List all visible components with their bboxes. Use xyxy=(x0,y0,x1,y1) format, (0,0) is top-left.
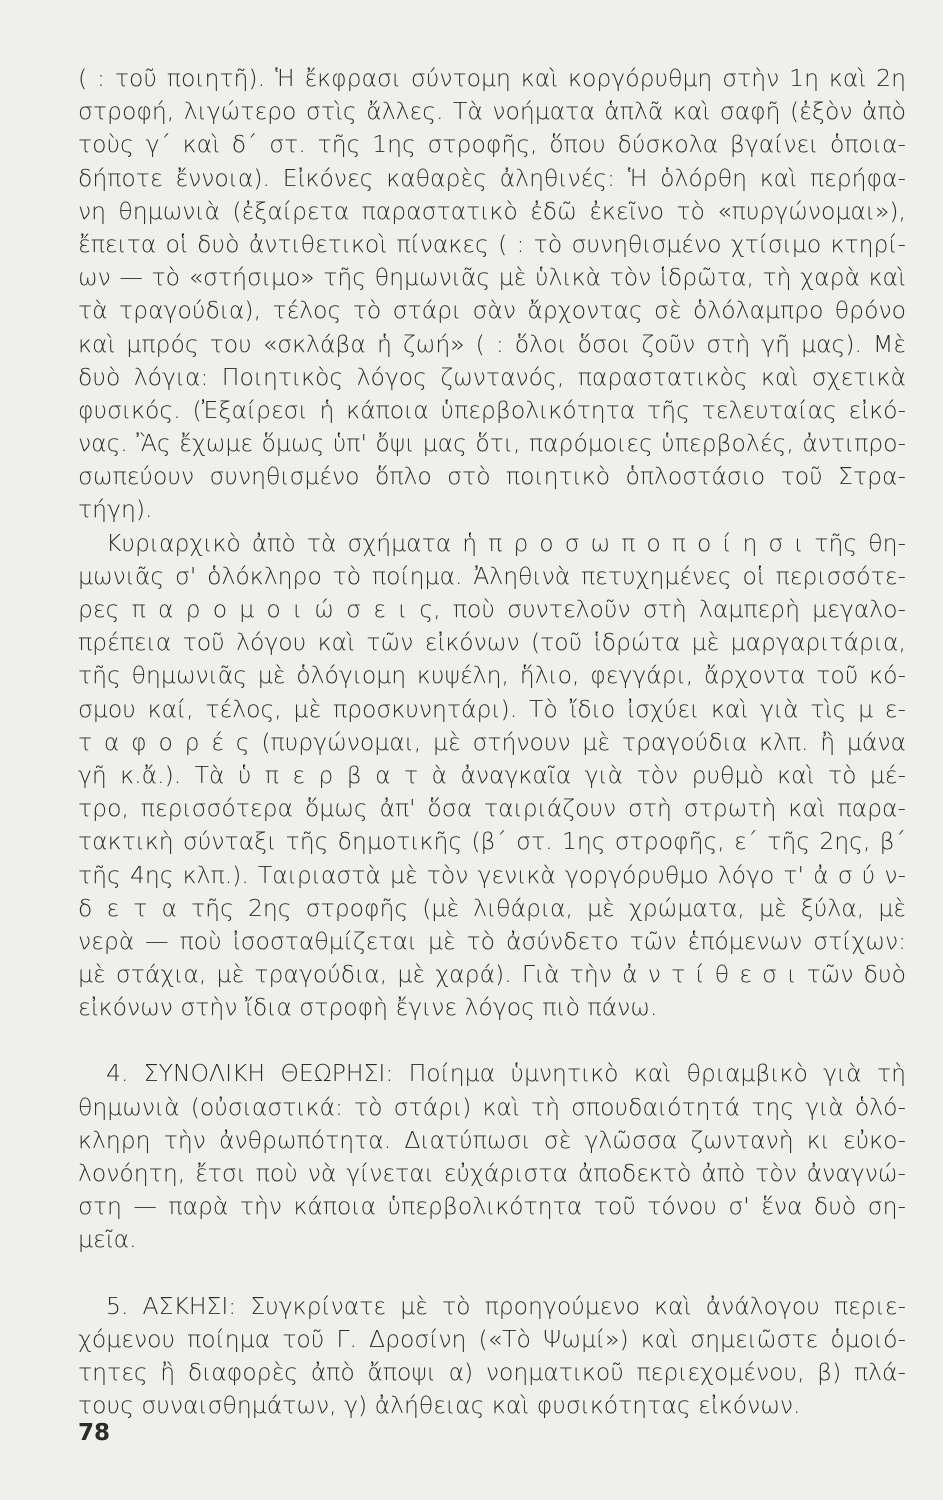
text-line: τ α φ ο ρ έ ς (πυργώνομαι, μὲ στήνουν μὲ τραγούδια κλπ. ἢ μάνα xyxy=(78,727,906,756)
text-line: 5. ΑΣΚΗΣΙ: Συγκρίνατε μὲ τὸ προηγούμενο καὶ ἀνάλογου περιε- xyxy=(106,1291,906,1320)
text-line: μωνιᾶς σ' ὁλόκληρο τὸ ποίημα. Ἀληθινὰ πετυχημένες οἱ περισσότε- xyxy=(78,561,906,590)
text-line: τῆς 4ης κλπ.). Ταιριαστὰ μὲ τὸν γενικὰ γοργόρυθμο λόγο τ' ἀ σ ύ ν- xyxy=(78,860,906,889)
text-line: 4. ΣΥΝΟΛΙΚΗ ΘΕΩΡΗΣΙ: Ποίημα ὑμνητικὸ καὶ θριαμβικὸ γιὰ τὴ xyxy=(106,1059,906,1088)
text-line: θημωνιὰ (οὐσιαστικά: τὸ στάρι) καὶ τὴ σπουδαιότητά της γιὰ ὁλό- xyxy=(78,1092,906,1121)
text-line: τοὺς γ´ καὶ δ´ στ. τῆς 1ης στροφῆς, ὅπου δύσκολα βγαίνει ὁποια- xyxy=(78,130,906,159)
text-line: Κυριαρχικὸ ἀπὸ τὰ σχήματα ἡ π ρ ο σ ω π ο π ο ί η σ ι τῆς θη- xyxy=(106,528,906,557)
paragraph-analysis-continued xyxy=(78,62,906,527)
text-line: χόμενου ποίημα τοῦ Γ. Δροσίνη («Τὸ Ψωμί») καὶ σημειῶστε ὁμοιό- xyxy=(78,1324,906,1353)
text-line: νη θημωνιὰ (ἐξαίρετα παραστατικὸ ἐδῶ ἐκεῖνο τὸ «πυργώνομαι»), xyxy=(78,196,906,225)
text-line: τῆς θημωνιᾶς μὲ ὁλόγιομη κυψέλη, ἥλιο, φεγγάρι, ἄρχοντα τοῦ κό- xyxy=(78,661,906,690)
text-line: κληρη τὴν ἀνθρωπότητα. Διατύπωσι σὲ γλῶσσα ζωντανὴ κι εὐκο- xyxy=(78,1125,906,1154)
text-line: νας. Ἂς ἔχωμε ὅμως ὑπ' ὄψι μας ὅτι, παρόμοιες ὑπερβολές, ἀντιπρο- xyxy=(78,429,906,458)
text-line: ἔπειτα οἱ δυὸ ἀντιθετικοὶ πίνακες ( : τὸ συνηθισμένο χτίσιμο κτηρί- xyxy=(78,229,906,258)
text-line: λονόητη, ἔτσι ποὺ νὰ γίνεται εὐχάριστα ἀποδεκτὸ ἀπὸ τὸν ἀναγνώ- xyxy=(78,1159,906,1187)
text-line: δήποτε ἔννοια). Εἰκόνες καθαρὲς ἀληθινές: Ἡ ὁλόρθη καὶ περήφα- xyxy=(78,163,906,192)
text-line: στροφή, λιγώτερο στὶς ἄλλες. Τὰ νοήματα ἁπλᾶ καὶ σαφῆ (ἐξὸν ἀπὸ xyxy=(78,97,906,126)
paragraph-spacer xyxy=(78,1257,906,1290)
section-exercise xyxy=(78,1290,906,1423)
text-line: σωπεύουν συνηθισμένο ὅπλο στὸ ποιητικὸ ὁπλοστάσιο τοῦ Στρα- xyxy=(78,462,906,491)
text-line: ( : τοῦ ποιητῆ). Ἡ ἔκφρασι σύντομη καὶ κοργόρυθμη στὴν 1η καὶ 2η xyxy=(78,64,906,92)
section-overall-view xyxy=(78,1057,906,1256)
text-line: δυὸ λόγια: Ποιητικὸς λόγος ζωντανός, παραστατικὸς καὶ σχετικὰ xyxy=(78,362,906,391)
text-line: στη — παρὰ τὴν κάποια ὑπερβολικότητα τοῦ τόνου σ' ἕνα δυὸ ση- xyxy=(78,1192,906,1221)
text-line: μεῖα. xyxy=(78,1225,137,1254)
text-line: ρες π α ρ ο μ ο ι ώ σ ε ι ς, ποὺ συντελοῦν στὴ λαμπερὴ μεγαλο- xyxy=(78,595,906,623)
text-line: ων — τὸ «στήσιμο» τῆς θημωνιᾶς μὲ ὑλικὰ τὸν ἱδρῶτα, τὴ χαρὰ καὶ xyxy=(78,263,906,292)
text-line: εἰκόνων στὴν ἴδια στροφὴ ἔγινε λόγος πιὸ πάνω. xyxy=(78,993,658,1022)
text-line: τητες ἢ διαφορὲς ἀπὸ ἄποψι α) νοηματικοῦ περιεχομένου, β) πλά- xyxy=(78,1357,906,1386)
text-line: μὲ στάχια, μὲ τραγούδια, μὲ χαρά). Γιὰ τὴν ἀ ν τ ί θ ε σ ι τῶν δυὸ xyxy=(78,960,906,989)
text-line: καὶ μπρός του «σκλάβα ἡ ζωή» ( : ὅλοι ὅσοι ζοῦν στὴ γῆ μας). Μὲ xyxy=(78,329,906,358)
text-line: φυσικός. (Ἐξαίρεσι ἡ κάποια ὑπερβολικότητα τῆς τελευταίας εἰκό- xyxy=(78,395,906,424)
text-line: σμου καί, τέλος, μὲ προσκυνητάρι). Τὸ ἴδιο ἰσχύει καὶ γιὰ τὶς μ ε- xyxy=(78,694,906,723)
text-line: τακτικὴ σύνταξι τῆς δημοτικῆς (β´ στ. 1ης στροφῆς, ε´ τῆς 2ης, β´ xyxy=(78,827,906,856)
text-line: δ ε τ α τῆς 2ης στροφῆς (μὲ λιθάρια, μὲ χρώματα, μὲ ξύλα, μὲ xyxy=(78,893,906,922)
text-line: τρο, περισσότερα ὅμως ἀπ' ὅσα ταιριάζουν στὴ στρωτὴ καὶ παρα- xyxy=(78,794,906,823)
text-line: τὰ τραγούδια), τέλος τὸ στάρι σὰν ἄρχοντας σὲ ὁλόλαμπρο θρόνο xyxy=(78,296,906,325)
text-line: νερὰ — ποὺ ἰσοσταθμίζεται μὲ τὸ ἀσύνδετο τῶν ἑπόμενων στίχων: xyxy=(78,926,906,955)
paragraph-spacer xyxy=(78,1024,906,1057)
body-text xyxy=(78,62,906,1422)
text-line: τήγη). xyxy=(78,495,153,524)
page-number: 78 xyxy=(78,1420,111,1446)
text-line: γῆ κ.ἄ.). Τὰ ὑ π ε ρ β α τ ὰ ἀναγκαῖα γιὰ τὸν ρυθμὸ καὶ τὸ μέ- xyxy=(78,760,906,789)
paragraph-figures xyxy=(78,527,906,1025)
text-line: τους συναισθημάτων, γ) ἀλήθειας καὶ φυσικότητας εἰκόνων. xyxy=(78,1391,801,1420)
text-line: πρέπεια τοῦ λόγου καὶ τῶν εἰκόνων (τοῦ ἱδρώτα μὲ μαργαριτάρια, xyxy=(78,628,906,657)
